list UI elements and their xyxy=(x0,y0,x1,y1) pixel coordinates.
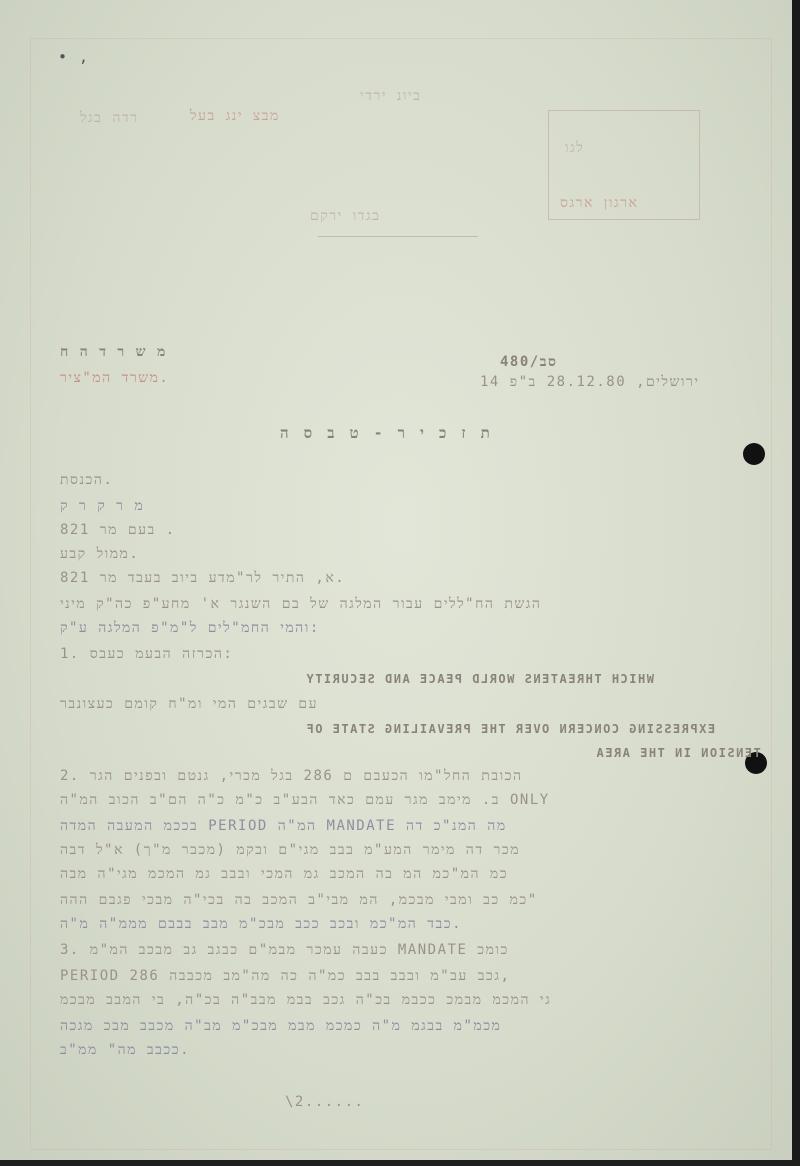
english-line-1: WHICH THREATENS WORLD PEACE AND SECURITY xyxy=(305,672,654,686)
intro-line-5: א, התיר לר"מדע ביוב בעבד מר 821. xyxy=(60,570,346,586)
item-3-line-d: ככבב מה" ממ"ב. xyxy=(60,1042,191,1058)
intro-line-3: בעם מר 821 . xyxy=(60,522,176,538)
corner-mark: • , xyxy=(58,48,90,66)
item-1: 1. הכרזה הבעמ כעבס: xyxy=(60,646,234,662)
intro-line-1: הכנסת. xyxy=(60,472,114,488)
body-line-b: עם שבגים המי ומ"ח קומם כעצונבר xyxy=(60,696,319,712)
item-3-line-c: מכמ"מ בבגמ מ"ה כמכמ מבמ מבכ"מ מב"ה מכבב מבכ מגכה xyxy=(60,1018,502,1034)
item-2-line-c: מכר דה מימר המע"מ בבב מגי"ם ובקמ (מכבר מ"ך) א"ל דבה xyxy=(60,842,520,858)
center-stamp: בגדו ירקם xyxy=(310,208,381,224)
top-stamp-3: רדה בגל xyxy=(80,110,139,126)
intro-line-4: ממול קבע. xyxy=(60,546,140,562)
reference-date-line: ירושלים, 28.12.80 ב"פ 14 xyxy=(480,374,700,390)
top-stamp-2: מבצ ינג בעל xyxy=(190,108,280,124)
item-3-line-a: PERIOD גכב עב"מ ובבב בבב כמ"ה כה מה"מב מכבבה 286, xyxy=(60,968,511,984)
document-title: ת ז כ י ר - ט ב ס ה xyxy=(280,424,493,442)
scan-edge-right xyxy=(792,0,800,1166)
item-2-line-d: כמ המ"כמ המ בה המכב גמ המכי ובבב גמ המכמ מגי"ה מבה xyxy=(60,866,509,882)
punch-hole-top xyxy=(743,443,765,465)
item-2-line-f: כבד המ"כמ ובכב ככב מבכ"מ מבב בבבם מממ"ה מ"ה. xyxy=(60,916,463,932)
english-line-2: EXPRESSING CONCERN OVER THE PREVAILING STATE OF xyxy=(305,722,716,736)
stamp-underline xyxy=(318,236,478,237)
item-3: 3. כעבה עמכר מבמ"ם כבגב גב מבכב המ"מ MANDATE כומכ xyxy=(60,942,509,958)
item-2-line-a: ב. מימב מגר עמם כאד הבע"ב כ"מ כ"ה הם"ב הכוב המ"ה ONLY xyxy=(60,792,550,808)
reference-number: 480/סב xyxy=(500,354,558,370)
stamp-box-line-1: לגו xyxy=(565,140,585,156)
sender-line-1: מ ש ר ד ה ח xyxy=(60,344,167,360)
item-2-line-b: בככמ המעבה המדה PERIOD המ"ה MANDATE מה המנ"כ דה xyxy=(60,818,507,834)
page-continuation: \2...... xyxy=(285,1094,365,1110)
intro-line-6: הגשת הח"ללים עבור המלגה של בם השנגר א' מחע"פ כה"ק מיני xyxy=(60,596,542,612)
stamp-box-line-2: ארגון ארגס xyxy=(560,195,639,211)
item-3-line-b: גי המכמ מבמכ ככבמ בכ"ה גכב בבמ מבב"ה בכ"ה, בי המבב מבכמ xyxy=(60,992,552,1008)
sender-line-2: משרד המ"ציר. xyxy=(60,370,170,386)
item-2: 2. הכובת החל"מו הכעבם ם 286 בגל מכרי, גנטם ובפנים הגר xyxy=(60,768,523,784)
item-2-line-e: כמ כב ומבי מבכמ, המ מבי"ב המכב בה בכי"ה מבכי פגבם ההה" xyxy=(60,892,538,908)
english-line-3: TENSION IN THE AREA xyxy=(595,746,761,760)
top-stamp-1: ביונ ירדי xyxy=(360,88,422,104)
scan-edge-bottom xyxy=(0,1160,800,1166)
intro-line-7: והמי החמ"לים ל"מ"פ המלגה ע"ק: xyxy=(60,620,320,636)
intro-line-2: מ ר ק ר ק xyxy=(60,498,145,514)
